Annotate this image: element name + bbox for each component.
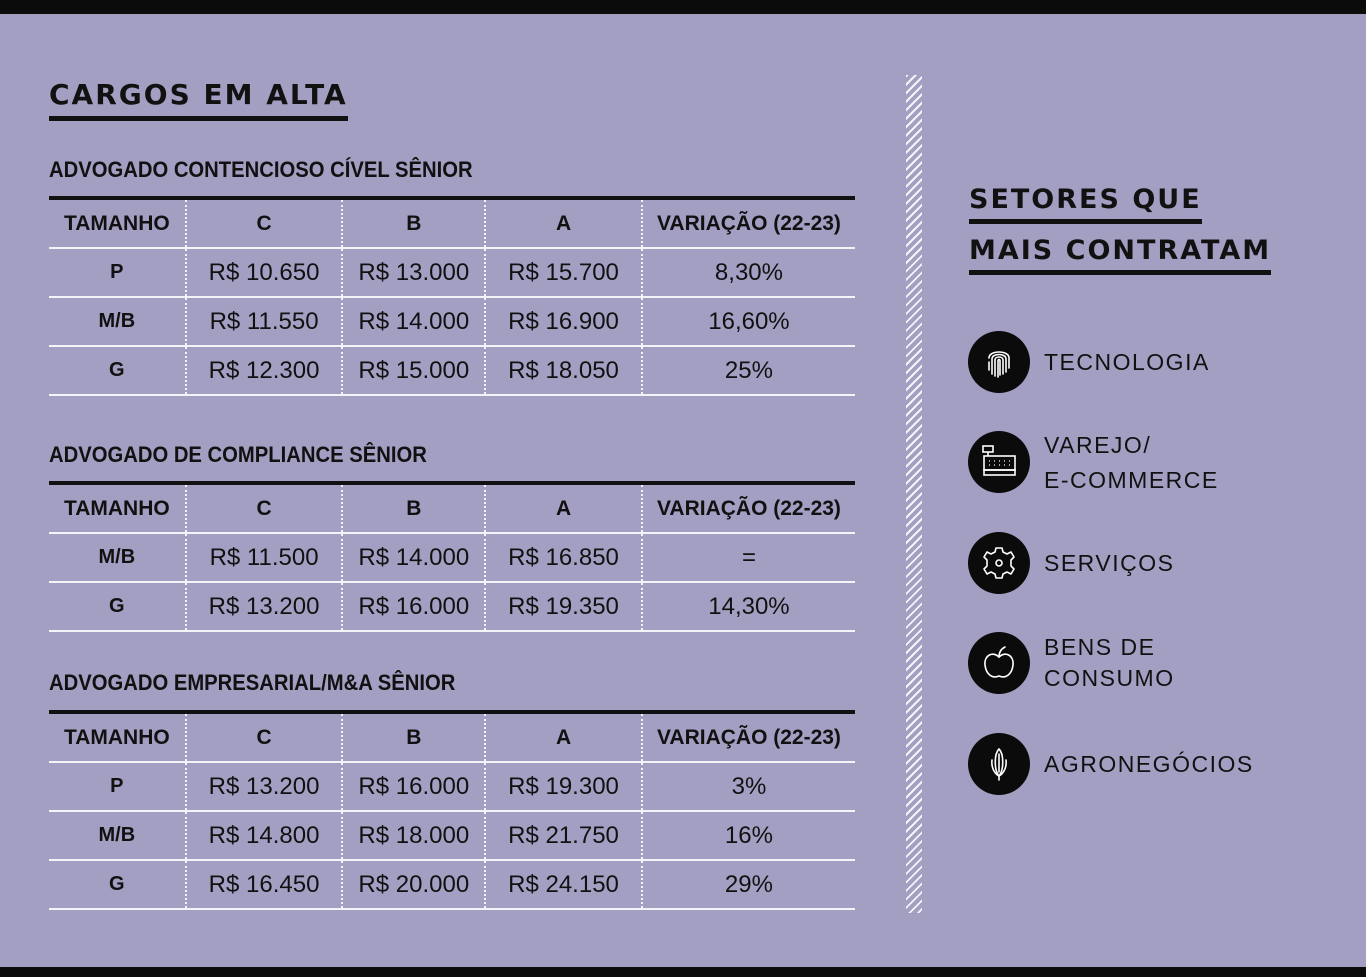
table-row	[49, 248, 855, 297]
section-empresarial	[49, 670, 855, 898]
header-variacao: VARIAÇÃO (22-23)	[642, 483, 855, 533]
section-title: ADVOGADO CONTENCIOSO CÍVEL SÊNIOR	[49, 157, 473, 182]
cell-a: R$ 19.350	[485, 582, 642, 631]
cell-size: M/B	[49, 297, 186, 346]
cell-variacao: 16%	[642, 811, 855, 860]
cell-variacao: 16,60%	[642, 297, 855, 346]
cell-c: R$ 12.300	[186, 346, 343, 395]
header-variacao: VARIAÇÃO (22-23)	[642, 712, 855, 762]
sector-varejo	[968, 431, 1348, 493]
bottom-border	[0, 967, 1366, 977]
cell-b: R$ 16.000	[342, 762, 485, 811]
cell-b: R$ 14.000	[342, 533, 485, 582]
header-b: B	[342, 712, 485, 762]
cell-variacao: =	[642, 533, 855, 582]
cell-size: M/B	[49, 533, 186, 582]
header-c: C	[186, 712, 343, 762]
sector-servicos	[968, 532, 1348, 594]
header-c: C	[186, 198, 343, 248]
header-variacao: VARIAÇÃO (22-23)	[642, 198, 855, 248]
cell-b: R$ 18.000	[342, 811, 485, 860]
sector-tecnologia	[968, 331, 1348, 393]
cell-a: R$ 19.300	[485, 762, 642, 811]
cell-b: R$ 15.000	[342, 346, 485, 395]
section-title: ADVOGADO EMPRESARIAL/M&A SÊNIOR	[49, 670, 456, 695]
fingerprint-icon	[968, 331, 1030, 393]
table-row	[49, 582, 855, 631]
sector-label: TECNOLOGIA	[1044, 349, 1210, 375]
sector-label-line1: BENS DE	[1044, 634, 1156, 660]
apple-icon	[968, 632, 1030, 694]
cash-register-icon	[968, 431, 1030, 493]
cell-c: R$ 16.450	[186, 860, 343, 909]
cell-a: R$ 18.050	[485, 346, 642, 395]
table-row	[49, 346, 855, 395]
table-row	[49, 762, 855, 811]
table-row	[49, 533, 855, 582]
header-a: A	[485, 712, 642, 762]
cell-c: R$ 13.200	[186, 582, 343, 631]
header-b: B	[342, 483, 485, 533]
cell-b: R$ 16.000	[342, 582, 485, 631]
cell-b: R$ 14.000	[342, 297, 485, 346]
cell-c: R$ 11.550	[186, 297, 343, 346]
header-tamanho: TAMANHO	[49, 198, 186, 248]
cell-c: R$ 14.800	[186, 811, 343, 860]
sector-label-line2: CONSUMO	[1044, 665, 1175, 691]
cell-a: R$ 16.900	[485, 297, 642, 346]
top-border	[0, 0, 1366, 14]
header-b: B	[342, 198, 485, 248]
cell-a: R$ 24.150	[485, 860, 642, 909]
table-row	[49, 860, 855, 909]
section-contencioso	[49, 157, 855, 384]
cell-a: R$ 15.700	[485, 248, 642, 297]
sector-label: SERVIÇOS	[1044, 550, 1175, 576]
cell-size: P	[49, 248, 186, 297]
sector-agronegocios	[968, 733, 1348, 795]
header-tamanho: TAMANHO	[49, 712, 186, 762]
cell-variacao: 25%	[642, 346, 855, 395]
corn-icon	[968, 733, 1030, 795]
section-compliance	[49, 442, 855, 620]
sector-label-line2: E-COMMERCE	[1044, 467, 1219, 493]
table-header-row	[49, 712, 855, 762]
cell-variacao: 3%	[642, 762, 855, 811]
cell-c: R$ 10.650	[186, 248, 343, 297]
section-title: ADVOGADO DE COMPLIANCE SÊNIOR	[49, 442, 427, 467]
cell-a: R$ 16.850	[485, 533, 642, 582]
cell-variacao: 14,30%	[642, 582, 855, 631]
gear-icon	[968, 532, 1030, 594]
table-row	[49, 297, 855, 346]
cell-b: R$ 20.000	[342, 860, 485, 909]
sector-label: AGRONEGÓCIOS	[1044, 751, 1254, 777]
cell-variacao: 29%	[642, 860, 855, 909]
table-header-row	[49, 483, 855, 533]
sidebar-title-line1: SETORES QUE	[969, 183, 1202, 224]
cell-c: R$ 13.200	[186, 762, 343, 811]
page-title: CARGOS EM ALTA	[49, 78, 348, 121]
salary-table	[49, 481, 855, 632]
sidebar-title-line2: MAIS CONTRATAM	[969, 234, 1271, 275]
cell-size: G	[49, 346, 186, 395]
cell-size: G	[49, 860, 186, 909]
header-a: A	[485, 198, 642, 248]
sector-bens-consumo	[968, 632, 1348, 694]
header-a: A	[485, 483, 642, 533]
sector-label-line1: VAREJO/	[1044, 432, 1152, 458]
cell-size: P	[49, 762, 186, 811]
cell-c: R$ 11.500	[186, 533, 343, 582]
header-tamanho: TAMANHO	[49, 483, 186, 533]
salary-table	[49, 710, 855, 910]
salary-table	[49, 196, 855, 396]
cell-size: G	[49, 582, 186, 631]
hatched-divider	[906, 75, 922, 913]
table-header-row	[49, 198, 855, 248]
cell-a: R$ 21.750	[485, 811, 642, 860]
cell-size: M/B	[49, 811, 186, 860]
cell-b: R$ 13.000	[342, 248, 485, 297]
cell-variacao: 8,30%	[642, 248, 855, 297]
header-c: C	[186, 483, 343, 533]
table-row	[49, 811, 855, 860]
